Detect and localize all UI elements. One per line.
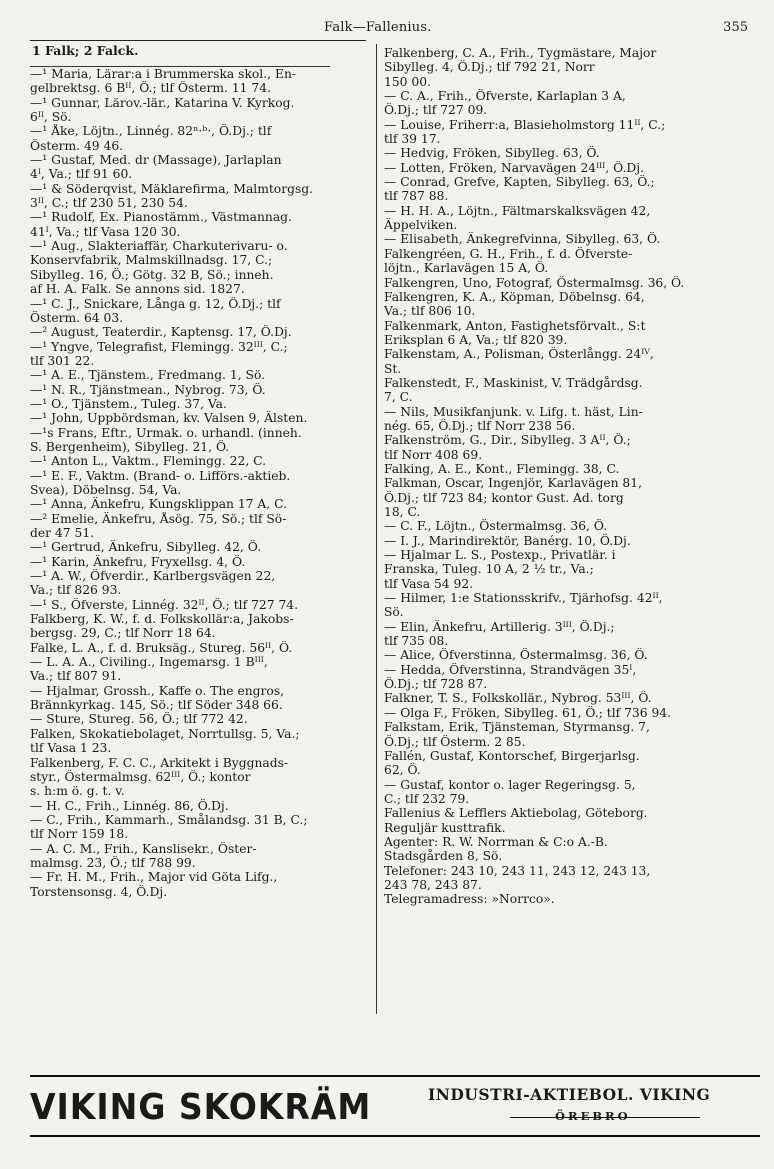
directory-line: — H. C., Frih., Linnég. 86, Ö.Dj. bbox=[30, 798, 229, 813]
directory-line: Ö.Dj.; tlf 723 84; kontor Gust. Ad. torg bbox=[384, 490, 624, 505]
directory-line: —¹ Rudolf, Ex. Pianostämm., Västmannag. bbox=[30, 210, 292, 225]
directory-line: Konservfabrik, Malmskillnadsg. 17, C.; bbox=[30, 253, 273, 268]
directory-line: — C. A., Frih., Öfverste, Karlaplan 3 A, bbox=[384, 89, 626, 104]
directory-line: Falkenberg, F. C. C., Arkitekt i Byggnads- bbox=[30, 755, 289, 770]
running-title: Falk—Fallenius. bbox=[324, 20, 432, 35]
directory-line: — Fr. H. M., Frih., Major vid Göta Lifg., bbox=[30, 870, 278, 885]
directory-line: S. Bergenheim), Sibylleg. 21, Ö. bbox=[30, 439, 230, 454]
directory-line: tlf Vasa 1 23. bbox=[30, 741, 112, 756]
directory-line: — Conrad, Grefve, Kapten, Sibylleg. 63, Ö.; bbox=[384, 175, 655, 190]
directory-line: Reguljär kusttrafik. bbox=[384, 820, 506, 835]
header-rule bbox=[30, 40, 366, 41]
directory-line: — Nils, Musikfanjunk. v. Lifg. t. häst, Lin- bbox=[384, 404, 643, 419]
directory-line: Ö.Dj.; tlf 727 09. bbox=[384, 103, 488, 118]
directory-line: Va.; tlf 807 91. bbox=[30, 669, 122, 684]
directory-line: Österm. 64 03. bbox=[30, 310, 124, 325]
right-column bbox=[384, 46, 756, 907]
directory-line: — Hjalmar, Grossh., Kaffe o. The engros, bbox=[30, 683, 285, 698]
directory-line: —¹ Gustaf, Med. dr (Massage), Jarlaplan bbox=[30, 153, 282, 168]
directory-line: — L. A. A., Civiling., Ingemarsg. 1 Bᴵᴵᴵ, bbox=[30, 655, 268, 670]
directory-line: tlf Norr 408 69. bbox=[384, 447, 483, 462]
directory-line: —¹ John, Uppbördsman, kv. Valsen 9, Älsten. bbox=[30, 411, 308, 426]
directory-line: —¹ Yngve, Telegrafist, Flemingg. 32ᴵᴵᴵ, C.; bbox=[30, 339, 288, 354]
directory-line: Va.; tlf 806 10. bbox=[384, 304, 476, 319]
left-column bbox=[30, 67, 375, 899]
directory-line: Falkengren, Uno, Fotograf, Östermalmsg. 36, Ö. bbox=[384, 275, 685, 290]
directory-line: Falkner, T. S., Folkskollär., Nybrog. 53ᴵᴵᴵ, Ö. bbox=[384, 691, 652, 706]
directory-line: —² Emelie, Änkefru, Åsög. 75, Sö.; tlf Sö- bbox=[30, 511, 287, 526]
directory-line: — Hilmer, 1:e Stationsskrifv., Tjärhofsg. 42ᴵᴵ, bbox=[384, 591, 663, 606]
directory-line: bergsg. 29, C.; tlf Norr 18 64. bbox=[30, 626, 216, 641]
advertisement bbox=[30, 1075, 760, 1145]
directory-line: 41ᴵ, Va.; tlf Vasa 120 30. bbox=[30, 224, 181, 239]
directory-line: —¹ Maria, Lärar:a i Brummerska skol., En- bbox=[30, 67, 297, 81]
directory-line: — C., Frih., Kammarh., Smålandsg. 31 B, C.; bbox=[30, 812, 308, 827]
directory-line: gelbrektsg. 6 Bᴵᴵ, Ö.; tlf Österm. 11 74. bbox=[30, 81, 271, 96]
directory-line: af H. A. Falk. Se annons sid. 1827. bbox=[30, 282, 245, 297]
directory-line: —¹ Karin, Änkefru, Fryxellsg. 4, Ö. bbox=[30, 554, 246, 569]
directory-line: nég. 65, Ö.Dj.; tlf Norr 238 56. bbox=[384, 418, 576, 433]
directory-line: Telefoner: 243 10, 243 11, 243 12, 243 13, bbox=[384, 863, 651, 878]
directory-line: — Hjalmar L. S., Postexp., Privatlär. i bbox=[384, 548, 616, 563]
directory-line: — A. C. M., Frih., Kanslisekr., Öster- bbox=[30, 841, 257, 856]
directory-line: Falkenstam, A., Polisman, Österlångg. 24ᴵⱽ, bbox=[384, 347, 654, 362]
ad-brand: VIKING SKOKRÄM bbox=[30, 1087, 372, 1128]
ad-top-rule bbox=[30, 1075, 760, 1077]
directory-line: der 47 51. bbox=[30, 526, 95, 540]
directory-line: Stadsgården 8, Sö. bbox=[384, 849, 503, 864]
directory-line: Falkenmark, Anton, Fastighetsförvalt., S:t bbox=[384, 318, 646, 333]
directory-line: 7, C. bbox=[384, 390, 413, 405]
directory-line: Brännkyrkag. 145, Sö.; tlf Söder 348 66. bbox=[30, 698, 283, 713]
directory-line: —¹ Åke, Löjtn., Linnég. 82ⁿ·ᵇ·, Ö.Dj.; tlf bbox=[30, 124, 272, 139]
directory-line: Falkenström, G., Dir., Sibylleg. 3 Aᴵᴵ, Ö.; bbox=[384, 433, 631, 448]
directory-line: Äppelviken. bbox=[384, 218, 458, 233]
ad-bottom-rule bbox=[30, 1135, 760, 1137]
page-number: 355 bbox=[723, 20, 748, 35]
directory-line: Franska, Tuleg. 10 A, 2 ½ tr., Va.; bbox=[384, 562, 594, 577]
directory-line: Falkenstedt, F., Maskinist, V. Trädgårdsg. bbox=[384, 375, 643, 390]
directory-line: St. bbox=[384, 361, 402, 376]
directory-line: — Louise, Friherr:a, Blasieholmstorg 11ᴵᴵ, C.; bbox=[384, 117, 666, 132]
directory-line: Sibylleg. 16, Ö.; Götg. 32 B, Sö.; inneh. bbox=[30, 267, 274, 282]
ad-city: ÖREBRO bbox=[555, 1109, 631, 1123]
directory-line: —¹ A. W., Öfverdir., Karlbergsvägen 22, bbox=[30, 569, 276, 584]
directory-line: 6ᴵᴵ, Sö. bbox=[30, 110, 72, 125]
directory-line: Sibylleg. 4, Ö.Dj.; tlf 792 21, Norr bbox=[384, 60, 595, 75]
directory-line: Torstensonsg. 4, Ö.Dj. bbox=[30, 884, 168, 899]
directory-line: Falkengréen, G. H., Frih., f. d. Öfverste- bbox=[384, 246, 633, 261]
directory-line: tlf Vasa 54 92. bbox=[384, 576, 474, 591]
directory-line: — Hedda, Öfverstinna, Strandvägen 35ᴵ, bbox=[384, 662, 637, 677]
directory-line: —¹ O., Tjänstem., Tuleg. 37, Va. bbox=[30, 396, 227, 411]
directory-line: styr., Östermalmsg. 62ᴵᴵᴵ, Ö.; kontor bbox=[30, 769, 251, 784]
directory-line: Sö. bbox=[384, 605, 404, 620]
directory-line: Ö.Dj.; tlf 728 87. bbox=[384, 677, 488, 692]
directory-line: — C. F., Löjtn., Östermalmsg. 36, Ö. bbox=[384, 519, 608, 534]
directory-line: —² August, Teaterdir., Kaptensg. 17, Ö.Dj. bbox=[30, 325, 292, 340]
ad-company: INDUSTRI-AKTIEBOL. VIKING bbox=[428, 1085, 711, 1104]
directory-line: Eriksplan 6 A, Va.; tlf 820 39. bbox=[384, 332, 568, 347]
directory-line: —¹ C. J., Snickare, Långa g. 12, Ö.Dj.; tlf bbox=[30, 296, 281, 311]
directory-line: Falken, Skokatiebolaget, Norrtullsg. 5, Va.; bbox=[30, 726, 300, 741]
directory-line: — Hedvig, Fröken, Sibylleg. 63, Ö. bbox=[384, 146, 600, 161]
directory-line: —¹s Frans, Eftr., Urmak. o. urhandl. (inneh. bbox=[30, 425, 302, 440]
directory-line: — Gustaf, kontor o. lager Regeringsg. 5, bbox=[384, 777, 636, 792]
directory-line: —¹ N. R., Tjänstmean., Nybrog. 73, Ö. bbox=[30, 382, 266, 397]
directory-line: —¹ E. F., Vaktm. (Brand- o. Lifförs.-aktieb. bbox=[30, 468, 291, 483]
directory-line: Falkengren, K. A., Köpman, Döbelnsg. 64, bbox=[384, 289, 645, 304]
left-column-heading: 1 Falk; 2 Falck. bbox=[32, 43, 139, 58]
directory-line: —¹ Aug., Slakteriaffär, Charkuterivaru- o. bbox=[30, 239, 288, 254]
directory-line: Falke, L. A., f. d. Bruksäg., Stureg. 56ᴵᴵ, Ö. bbox=[30, 640, 293, 655]
directory-line: Va.; tlf 826 93. bbox=[30, 583, 122, 598]
directory-line: tlf 39 17. bbox=[384, 132, 441, 147]
directory-line: Falkman, Oscar, Ingenjör, Karlavägen 81, bbox=[384, 476, 642, 491]
directory-line: tlf 787 88. bbox=[384, 189, 449, 204]
directory-line: — Elisabeth, Änkegrefvinna, Sibylleg. 63, Ö. bbox=[384, 232, 661, 247]
directory-line: malmsg. 23, Ö.; tlf 788 99. bbox=[30, 855, 196, 870]
directory-line: Österm. 49 46. bbox=[30, 138, 124, 153]
directory-line: Falking, A. E., Kont., Flemingg. 38, C. bbox=[384, 461, 620, 476]
directory-line: 243 78, 243 87. bbox=[384, 877, 482, 892]
directory-line: 4ᴵ, Va.; tlf 91 60. bbox=[30, 167, 133, 182]
directory-line: tlf 301 22. bbox=[30, 353, 95, 368]
directory-line: Falkenberg, C. A., Frih., Tygmästare, Major bbox=[384, 46, 657, 60]
directory-line: —¹ Anna, Änkefru, Kungsklippan 17 A, C. bbox=[30, 497, 287, 512]
column-divider bbox=[376, 44, 377, 1014]
page-header bbox=[0, 20, 774, 40]
directory-line: — Lotten, Fröken, Narvavägen 24ᴵᴵᴵ, Ö.Dj. bbox=[384, 160, 644, 175]
directory-line: Telegramadress: »Norrco». bbox=[384, 892, 555, 907]
directory-line: Agenter: R. W. Norrman & C:o A.-B. bbox=[384, 834, 608, 849]
directory-line: Svea), Döbelnsg. 54, Va. bbox=[30, 482, 182, 497]
directory-line: —¹ & Söderqvist, Mäklarefirma, Malmtorgsg. bbox=[30, 181, 314, 196]
directory-line: — I. J., Marindirektör, Banérg. 10, Ö.Dj. bbox=[384, 533, 631, 548]
directory-line: Fallén, Gustaf, Kontorschef, Birgerjarlsg. bbox=[384, 748, 640, 763]
directory-line: Falkberg, K. W., f. d. Folkskollär:a, Jakobs- bbox=[30, 612, 294, 627]
directory-line: —¹ Gertrud, Änkefru, Sibylleg. 42, Ö. bbox=[30, 540, 261, 555]
directory-line: — Alice, Öfverstinna, Östermalmsg. 36, Ö. bbox=[384, 648, 648, 663]
directory-line: —¹ A. E., Tjänstem., Fredmang. 1, Sö. bbox=[30, 368, 266, 383]
directory-line: Fallenius & Lefflers Aktiebolag, Göteborg. bbox=[384, 806, 648, 821]
directory-line: 18, C. bbox=[384, 505, 421, 519]
directory-line: 150 00. bbox=[384, 74, 431, 89]
directory-line: C.; tlf 232 79. bbox=[384, 791, 470, 806]
directory-line: — Sture, Stureg. 56, Ö.; tlf 772 42. bbox=[30, 712, 248, 727]
directory-line: s. h:m ö. g. t. v. bbox=[30, 784, 125, 799]
directory-line: tlf Norr 159 18. bbox=[30, 827, 129, 842]
directory-line: — H. H. A., Löjtn., Fältmarskalksvägen 42, bbox=[384, 203, 651, 218]
directory-line: — Elin, Änkefru, Artillerig. 3ᴵᴵᴵ, Ö.Dj.; bbox=[384, 619, 615, 634]
directory-line: Falkstam, Erik, Tjänsteman, Styrmansg. 7, bbox=[384, 720, 650, 735]
directory-line: tlf 735 08. bbox=[384, 634, 449, 649]
directory-line: 62, Ö. bbox=[384, 763, 421, 778]
directory-line: — Olga F., Fröken, Sibylleg. 61, Ö.; tlf 736 94. bbox=[384, 705, 672, 720]
directory-line: löjtn., Karlavägen 15 A, Ö. bbox=[384, 261, 549, 276]
directory-line: Ö.Dj.; tlf Österm. 2 85. bbox=[384, 734, 526, 749]
directory-line: —¹ Gunnar, Lärov.-lär., Katarina V. Kyrkog. bbox=[30, 95, 295, 110]
directory-line: 3ᴵᴵ, C.; tlf 230 51, 230 54. bbox=[30, 196, 188, 211]
directory-line: —¹ Anton L., Vaktm., Flemingg. 22, C. bbox=[30, 454, 267, 469]
directory-line: —¹ S., Öfverste, Linnég. 32ᴵᴵ, Ö.; tlf 727 74. bbox=[30, 597, 299, 612]
